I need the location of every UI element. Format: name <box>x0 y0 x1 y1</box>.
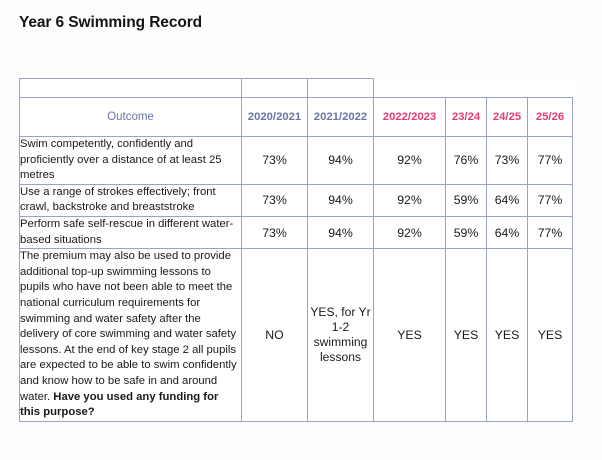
header-spacer-2021-2022 <box>308 79 374 98</box>
column-header-2022-2023: 2022/2023 <box>374 98 446 137</box>
value-row1-2021-2022: 94% <box>308 137 374 185</box>
value-row3-23-24: 59% <box>446 216 487 248</box>
outcome-text-1: Swim competently, confidently and proficiently over a distance of at least 25 metres <box>20 137 242 185</box>
outcome-text-4 <box>20 249 242 422</box>
column-header-2020-2021: 2020/2021 <box>242 98 308 137</box>
value-row4-23-24: YES <box>446 249 487 422</box>
outcome-text-2: Use a range of strokes effectively; front crawl, backstroke and breaststroke <box>20 184 242 216</box>
value-row4-2022-2023: YES <box>374 249 446 422</box>
value-row3-24-25: 64% <box>487 216 528 248</box>
swimming-record-table <box>19 78 573 422</box>
value-row2-25-26: 77% <box>528 184 573 216</box>
table-row <box>20 216 573 248</box>
value-row2-24-25: 64% <box>487 184 528 216</box>
value-row2-2021-2022: 94% <box>308 184 374 216</box>
header-spacer-empty-3 <box>487 79 528 98</box>
value-row1-25-26: 77% <box>528 137 573 185</box>
column-header-outcome: Outcome <box>20 98 242 137</box>
table-header-row <box>20 98 573 137</box>
table-row <box>20 249 573 422</box>
value-row1-24-25: 73% <box>487 137 528 185</box>
value-row3-25-26: 77% <box>528 216 573 248</box>
table-row <box>20 137 573 185</box>
value-row1-2022-2023: 92% <box>374 137 446 185</box>
value-row2-23-24: 59% <box>446 184 487 216</box>
value-row2-2020-2021: 73% <box>242 184 308 216</box>
page-title: Year 6 Swimming Record <box>19 14 203 31</box>
value-row3-2020-2021: 73% <box>242 216 308 248</box>
header-spacer-2020-2021 <box>242 79 308 98</box>
column-header-24-25: 24/25 <box>487 98 528 137</box>
value-row3-2021-2022: 94% <box>308 216 374 248</box>
table-header-spacer-row <box>20 79 573 98</box>
column-header-2021-2022: 2021/2022 <box>308 98 374 137</box>
value-row2-2022-2023: 92% <box>374 184 446 216</box>
header-spacer-outcome <box>20 79 242 98</box>
value-row4-24-25: YES <box>487 249 528 422</box>
value-row1-23-24: 76% <box>446 137 487 185</box>
value-row4-25-26: YES <box>528 249 573 422</box>
value-row3-2022-2023: 92% <box>374 216 446 248</box>
header-spacer-empty-2 <box>446 79 487 98</box>
outcome-text-4-question: Have you used any funding for this purpose? <box>20 390 219 419</box>
value-row4-2020-2021: NO <box>242 249 308 422</box>
header-spacer-empty-1 <box>374 79 446 98</box>
value-row4-2021-2022: YES, for Yr 1-2 swimming lessons <box>308 249 374 422</box>
table-row <box>20 184 573 216</box>
column-header-25-26: 25/26 <box>528 98 573 137</box>
outcome-text-4-plain: The premium may also be used to provide additional top-up swimming lessons to pupils who have not been able to meet the national curriculum requirements for swimming and water safety after the delivery of core swimming and water safety lessons. At the end of key stage 2 all pupils are expected to be able to swim confidently and know how to be safe in and around water. <box>20 250 237 403</box>
value-row1-2020-2021: 73% <box>242 137 308 185</box>
outcome-text-3: Perform safe self-rescue in different water-based situations <box>20 216 242 248</box>
header-spacer-empty-4 <box>528 79 573 98</box>
column-header-23-24: 23/24 <box>446 98 487 137</box>
